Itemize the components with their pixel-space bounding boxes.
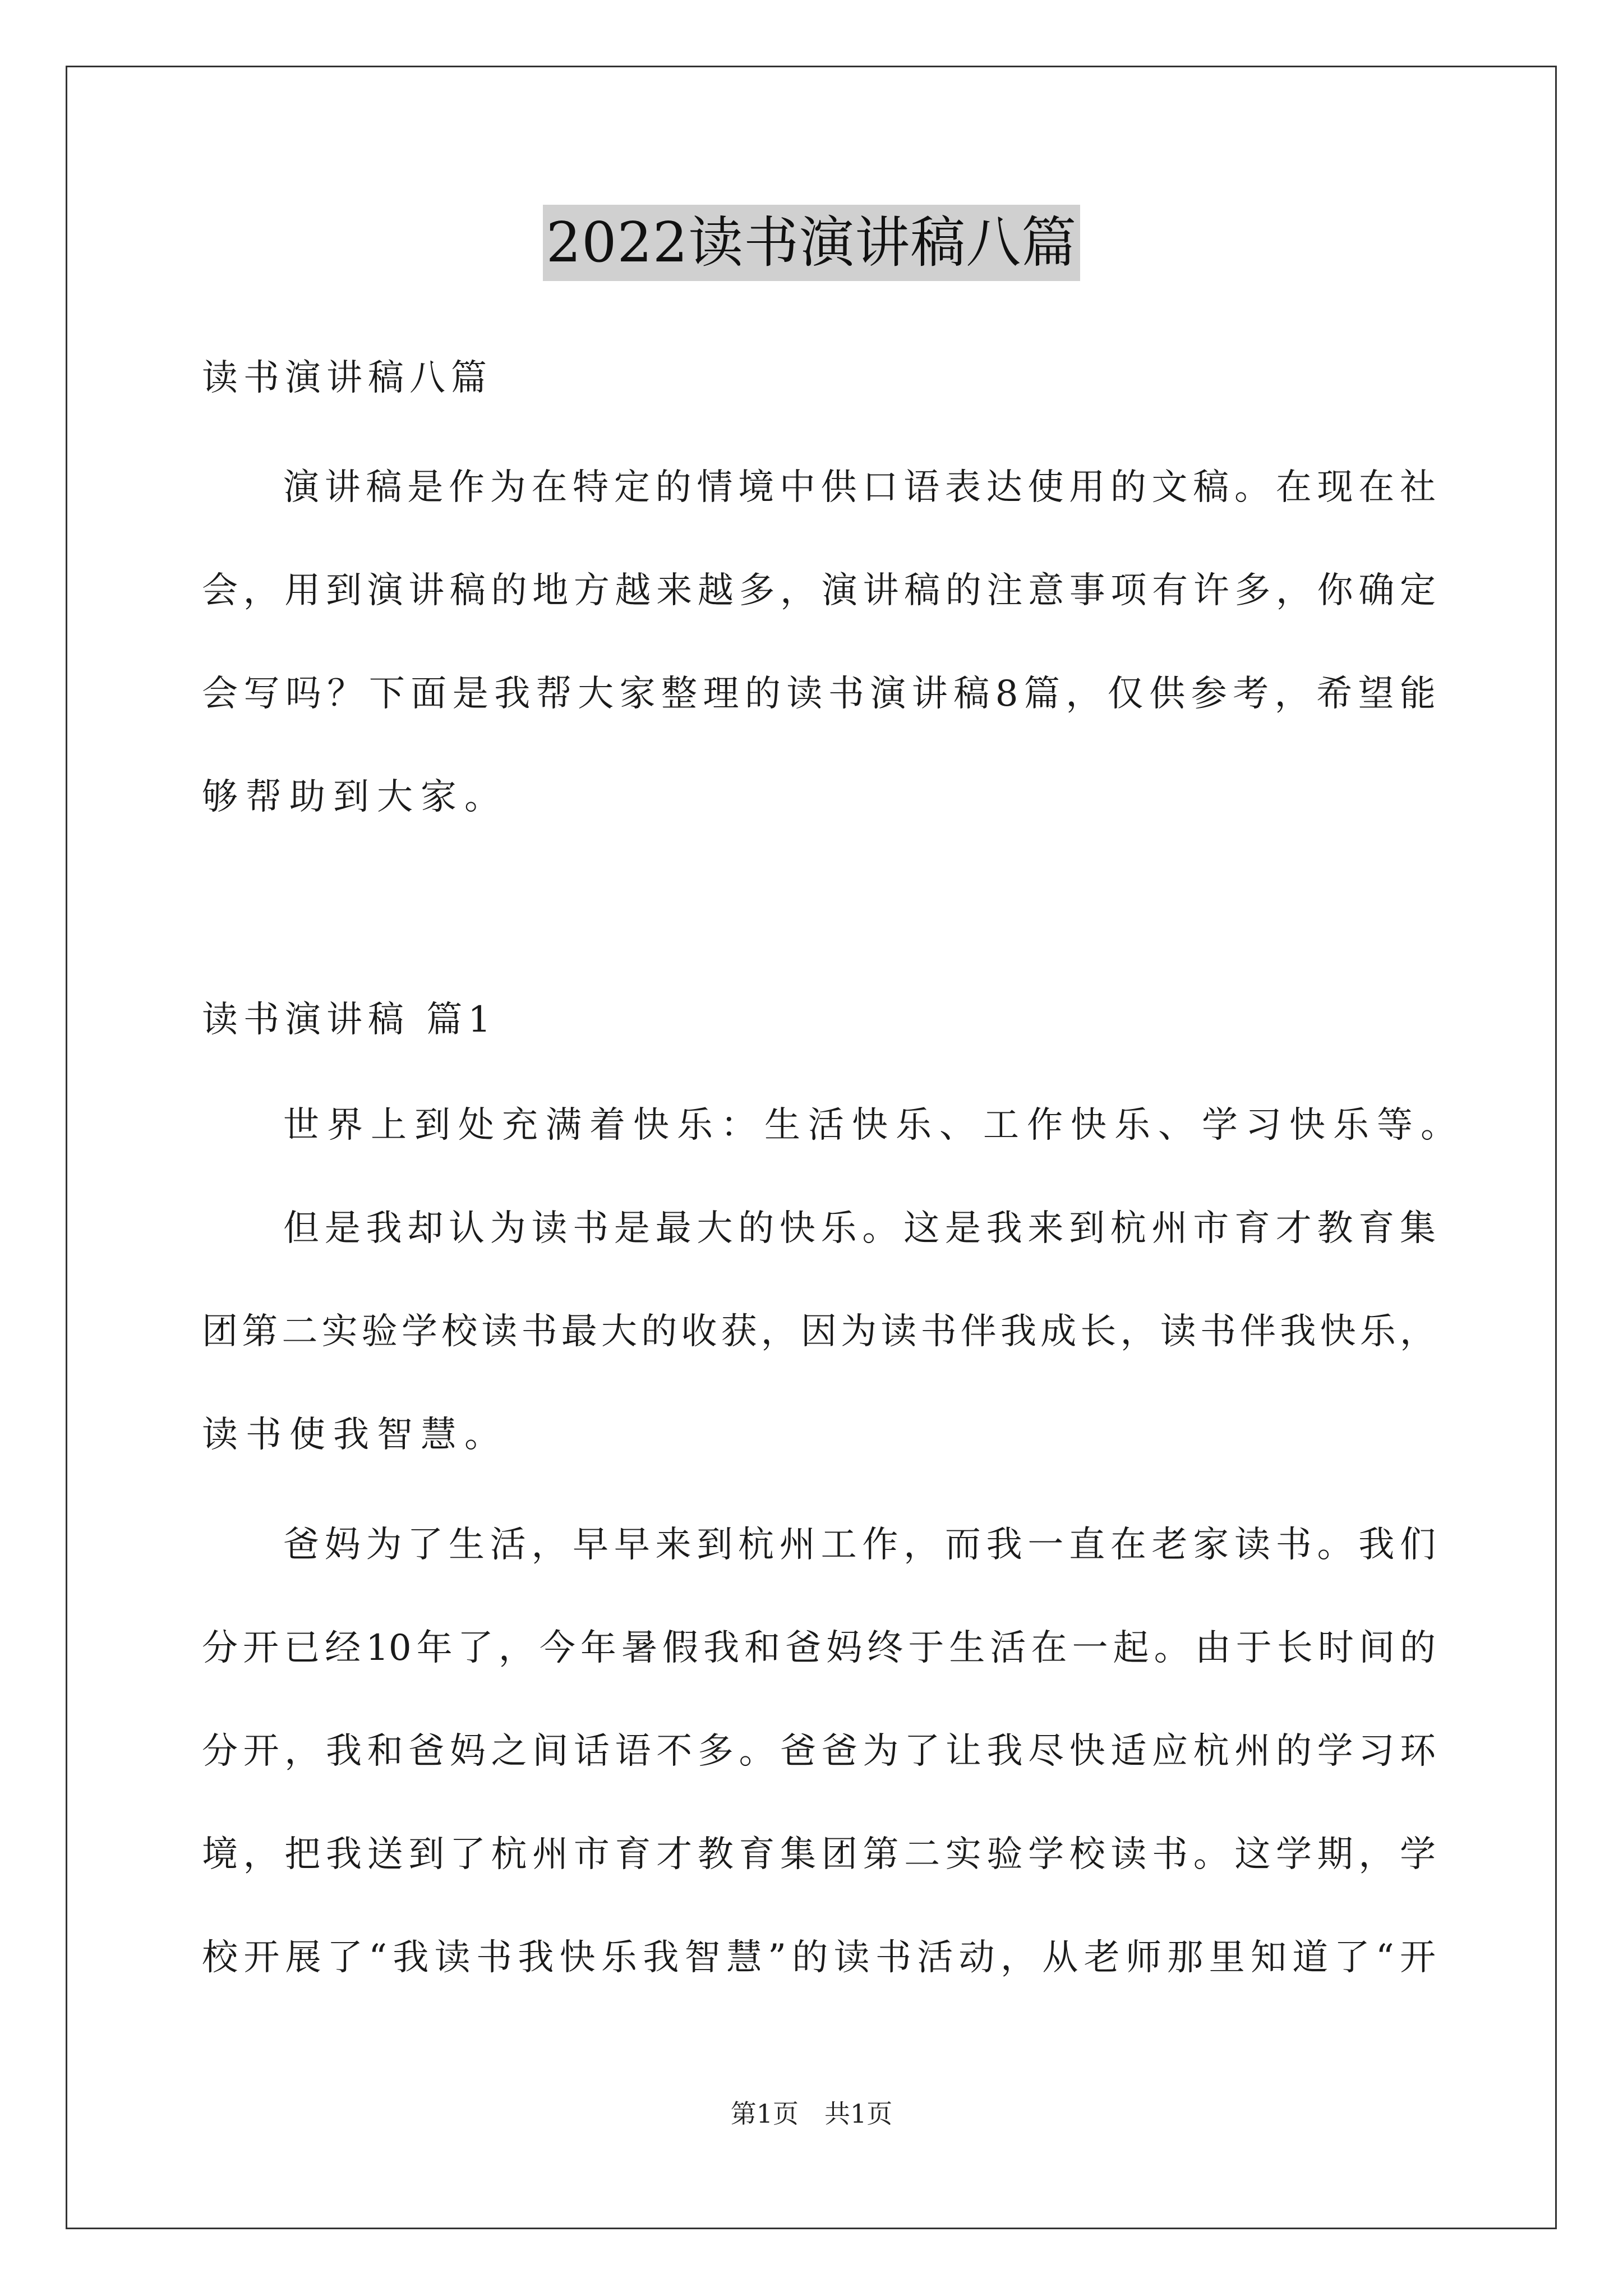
intro-line: 够帮助到大家。: [202, 776, 508, 818]
intro-line: 演讲稿是作为在特定的情境中供口语表达使用的文稿。在现在社: [283, 467, 1436, 508]
section-heading: 读书演讲稿 篇1: [202, 999, 497, 1041]
intro-line: 会写吗？下面是我帮大家整理的读书演讲稿8篇，仅供参考，希望能: [202, 673, 1436, 715]
page-footer: 第1页 共1页: [730, 2099, 893, 2129]
paragraph-line: 爸妈为了生活，早早来到杭州工作，而我一直在老家读书。我们: [283, 1524, 1436, 1566]
intro-line: 会，用到演讲稿的地方越来越多，演讲稿的注意事项有许多，你确定: [202, 570, 1436, 611]
subtitle: 读书演讲稿八篇: [202, 357, 492, 399]
paragraph-line: 分开，我和爸妈之间话语不多。爸爸为了让我尽快适应杭州的学习环: [202, 1731, 1436, 1772]
paragraph-line: 分开已经10年了，今年暑假我和爸妈终于生活在一起。由于长时间的: [202, 1627, 1436, 1669]
paragraph-line: 团第二实验学校读书最大的收获，因为读书伴我成长，读书伴我快乐，: [202, 1311, 1436, 1352]
title-container: [0, 205, 1623, 281]
paragraph-line: 世界上到处充满着快乐：生活快乐、工作快乐、学习快乐等。: [283, 1105, 1464, 1146]
paragraph-line: 但是我却认为读书是最大的快乐。这是我来到杭州市育才教育集: [283, 1208, 1436, 1249]
paragraph-line: 境，把我送到了杭州市育才教育集团第二实验学校读书。这学期，学: [202, 1834, 1436, 1875]
paragraph-line: 校开展了“我读书我快乐我智慧”的读书活动，从老师那里知道了“开: [202, 1937, 1436, 1978]
paragraph-line: 读书使我智慧。: [202, 1414, 508, 1456]
document-title: 2022读书演讲稿八篇: [543, 205, 1080, 281]
